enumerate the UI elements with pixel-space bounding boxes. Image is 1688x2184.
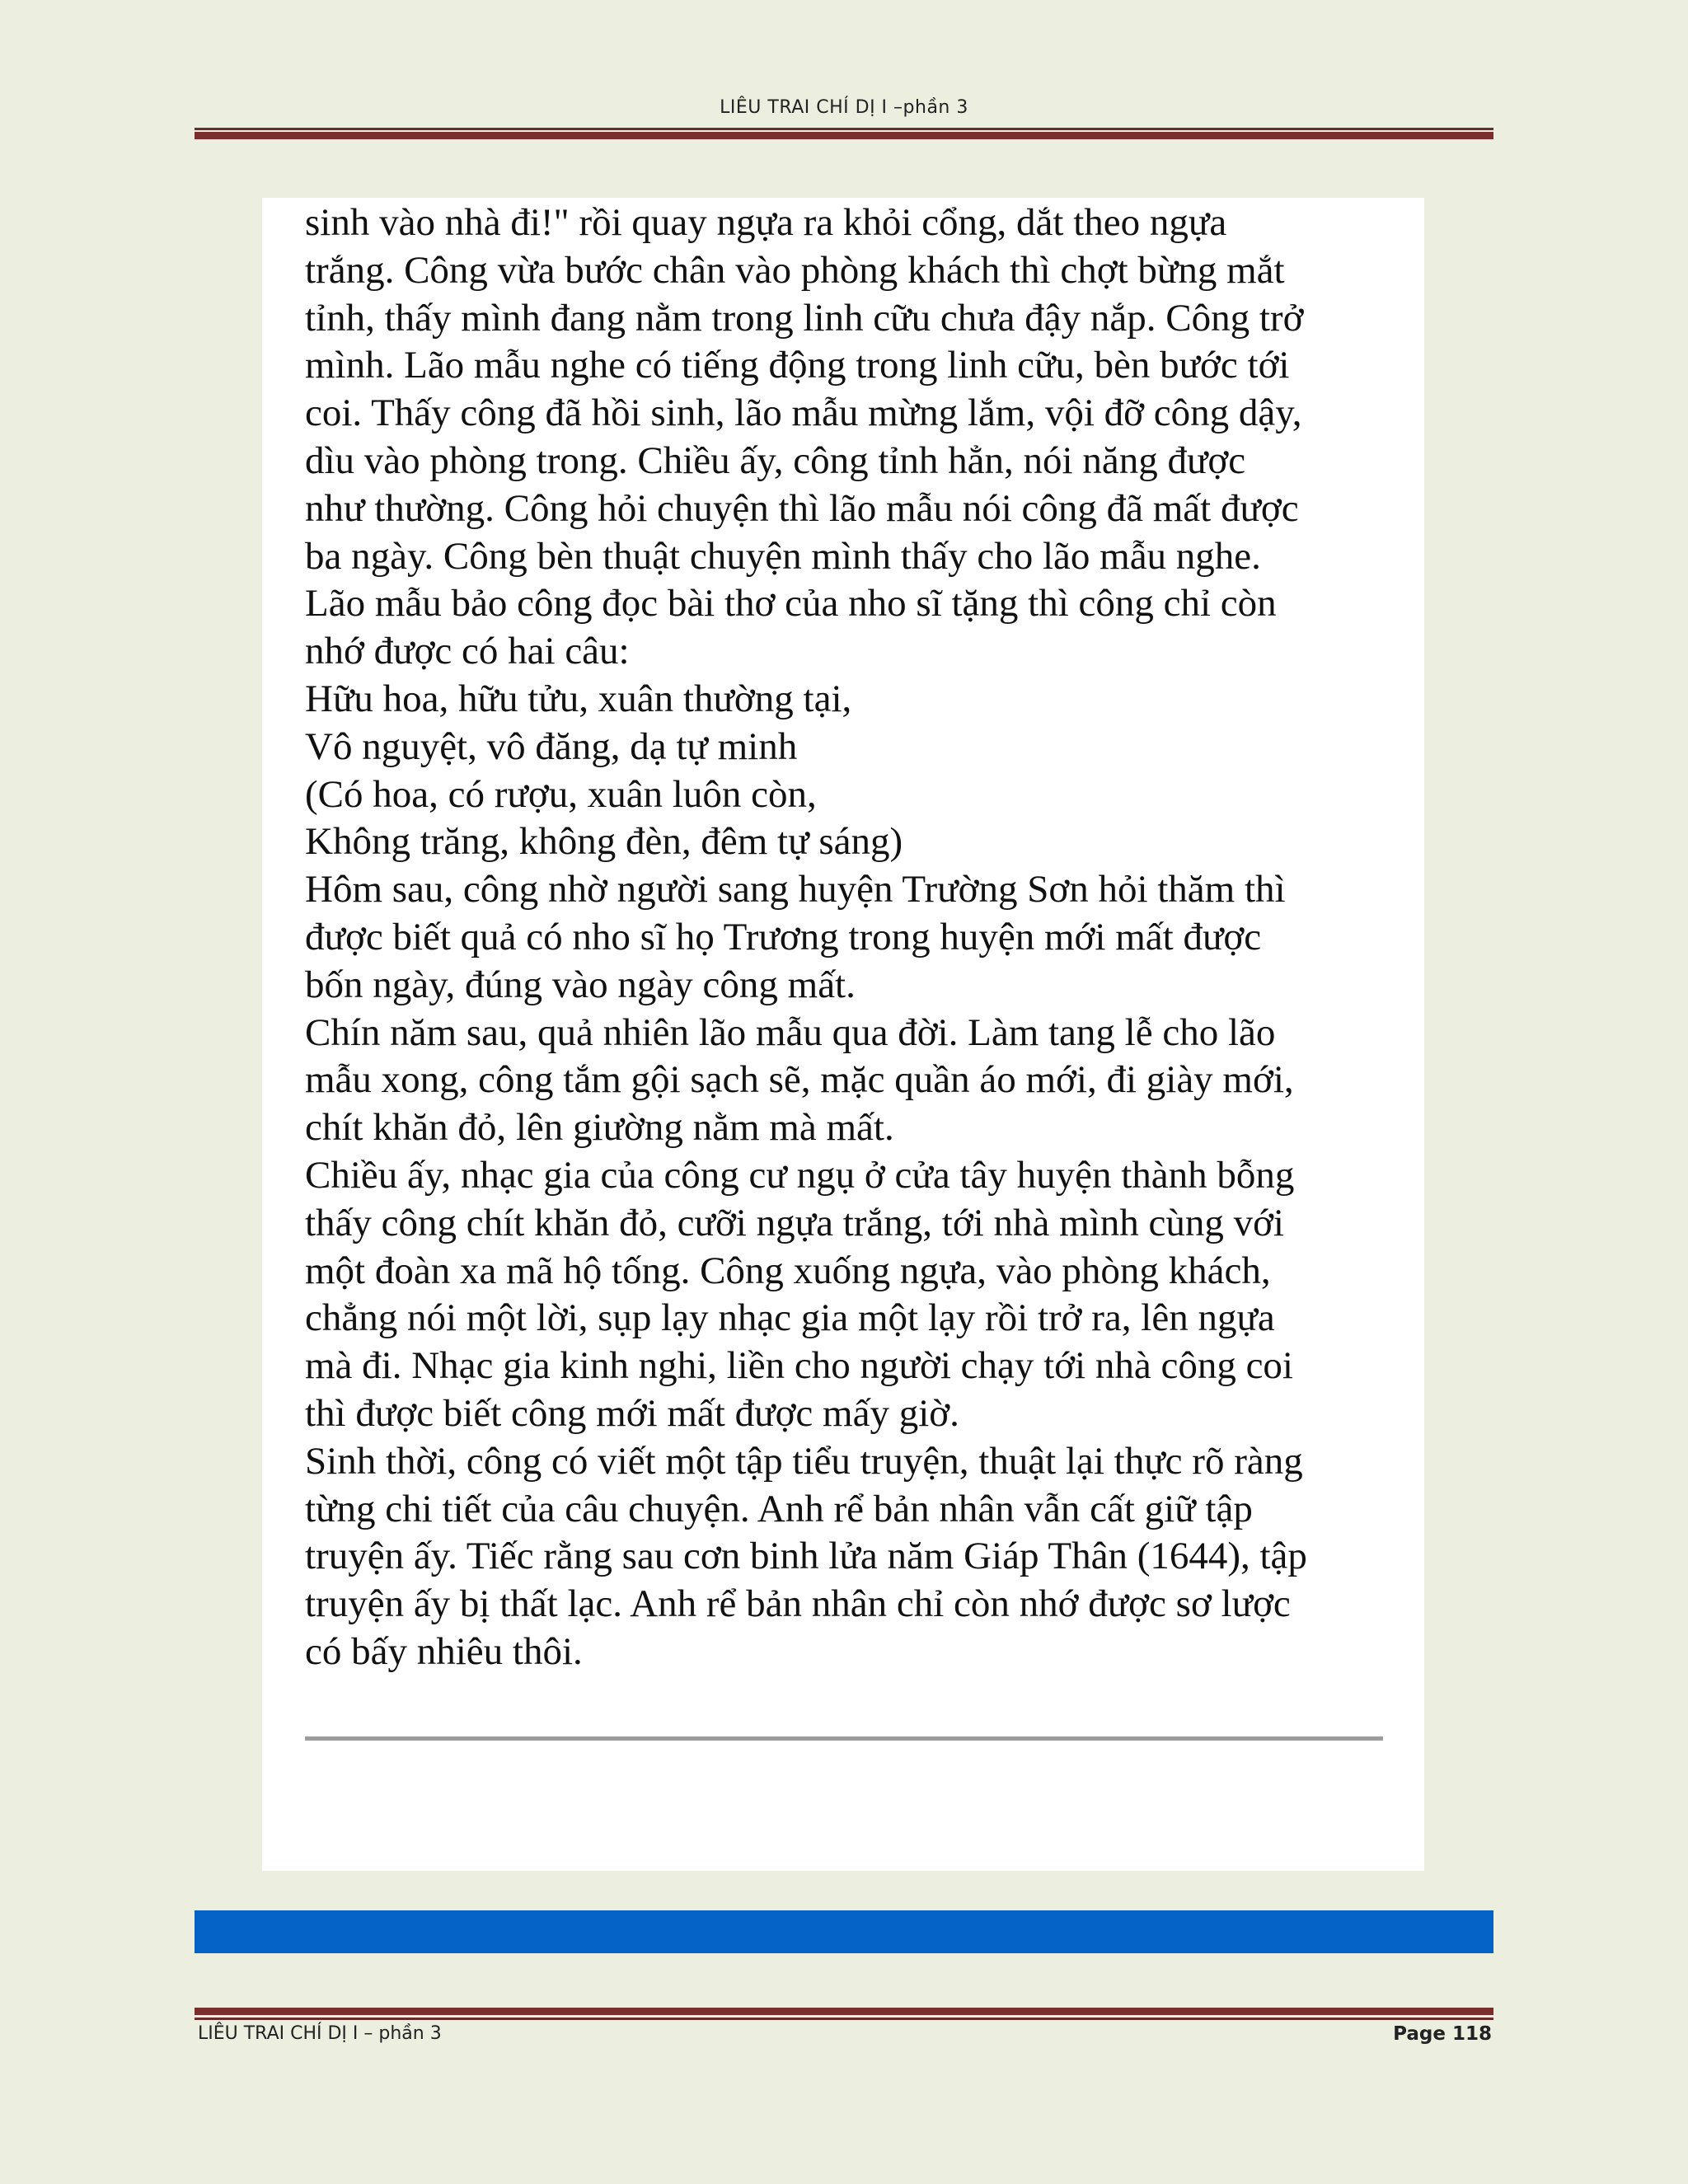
text-line: mà đi. Nhạc gia kinh nghi, liền cho người chạy tới nhà công coi bbox=[305, 1344, 1293, 1388]
text-line: có bấy nhiêu thôi. bbox=[305, 1629, 583, 1673]
blue-band bbox=[195, 1910, 1493, 1953]
end-of-text-rule bbox=[305, 1736, 1383, 1741]
text-line: Sinh thời, công có viết một tập tiểu truyện, thuật lại thực rõ ràng bbox=[305, 1439, 1303, 1483]
text-line: Hôm sau, công nhờ người sang huyện Trường Sơn hỏi thăm thì bbox=[305, 868, 1286, 912]
text-line: Lão mẫu bảo công đọc bài thơ của nho sĩ tặng thì công chỉ còn bbox=[305, 582, 1277, 626]
poem-line: (Có hoa, có rượu, xuân luôn còn, bbox=[305, 772, 817, 816]
text-line: truyện ấy. Tiếc rằng sau cơn binh lửa năm Giáp Thân (1644), tập bbox=[305, 1535, 1307, 1578]
text-line: coi. Thấy công đã hồi sinh, lão mẫu mừng lắm, vội đỡ công dậy, bbox=[305, 391, 1302, 435]
text-line: Chín năm sau, quả nhiên lão mẫu qua đời. Làm tang lễ cho lão bbox=[305, 1010, 1276, 1054]
footer-title: LIÊU TRAI CHÍ DỊ I – phần 3 bbox=[198, 2023, 442, 2044]
header-rule-thin bbox=[195, 128, 1493, 130]
header-rule-thick bbox=[195, 132, 1493, 139]
poem-line: Vô nguyệt, vô đăng, dạ tự minh bbox=[305, 724, 798, 768]
text-line: Chiều ấy, nhạc gia của công cư ngụ ở cửa tây huyện thành bỗng bbox=[305, 1153, 1295, 1197]
text-line: dìu vào phòng trong. Chiều ấy, công tỉnh hẳn, nói năng được bbox=[305, 438, 1246, 482]
text-line: một đoàn xa mã hộ tống. Công xuống ngựa, vào phòng khách, bbox=[305, 1249, 1271, 1292]
text-line: truyện ấy bị thất lạc. Anh rể bản nhân chỉ còn nhớ được sơ lược bbox=[305, 1582, 1291, 1626]
text-line: tỉnh, thấy mình đang nằm trong linh cữu chưa đậy nắp. Công trở bbox=[305, 296, 1304, 340]
footer-rule-thick bbox=[195, 2008, 1493, 2015]
text-line: ba ngày. Công bèn thuật chuyện mình thấy cho lão mẫu nghe. bbox=[305, 534, 1261, 578]
body-text bbox=[305, 199, 1401, 1676]
poem-line: Hữu hoa, hữu tửu, xuân thường tại, bbox=[305, 677, 852, 720]
text-line: thì được biết công mới mất được mấy giờ. bbox=[305, 1391, 959, 1435]
text-line: mẫu xong, công tắm gội sạch sẽ, mặc quần áo mới, đi giày mới, bbox=[305, 1058, 1294, 1102]
text-line: chẳng nói một lời, sụp lạy nhạc gia một lạy rồi trở ra, lên ngựa bbox=[305, 1296, 1275, 1340]
text-line: thấy công chít khăn đỏ, cưỡi ngựa trắng, tới nhà mình cùng với bbox=[305, 1201, 1284, 1244]
text-line: được biết quả có nho sĩ họ Trương trong huyện mới mất được bbox=[305, 915, 1262, 958]
header-title: LIÊU TRAI CHÍ DỊ I –phần 3 bbox=[720, 97, 968, 118]
poem-line: Không trăng, không đèn, đêm tự sáng) bbox=[305, 820, 903, 864]
text-line: từng chi tiết của câu chuyện. Anh rể bản nhân vẫn cất giữ tập bbox=[305, 1487, 1253, 1530]
text-line: như thường. Công hỏi chuyện thì lão mẫu nói công đã mất được bbox=[305, 486, 1299, 530]
text-line: nhớ được có hai câu: bbox=[305, 630, 630, 673]
text-line: sinh vào nhà đi!" rồi quay ngựa ra khỏi cổng, dắt theo ngựa bbox=[305, 201, 1227, 244]
page-number: Page 118 bbox=[1393, 2023, 1492, 2045]
text-line: chít khăn đỏ, lên giường nằm mà mất. bbox=[305, 1106, 894, 1150]
text-line: trắng. Công vừa bước chân vào phòng khách thì chợt bừng mắt bbox=[305, 248, 1285, 292]
text-line: mình. Lão mẫu nghe có tiếng động trong linh cữu, bèn bước tới bbox=[305, 344, 1290, 387]
text-line: bốn ngày, đúng vào ngày công mất. bbox=[305, 963, 856, 1006]
footer-rule-thin bbox=[195, 2018, 1493, 2020]
